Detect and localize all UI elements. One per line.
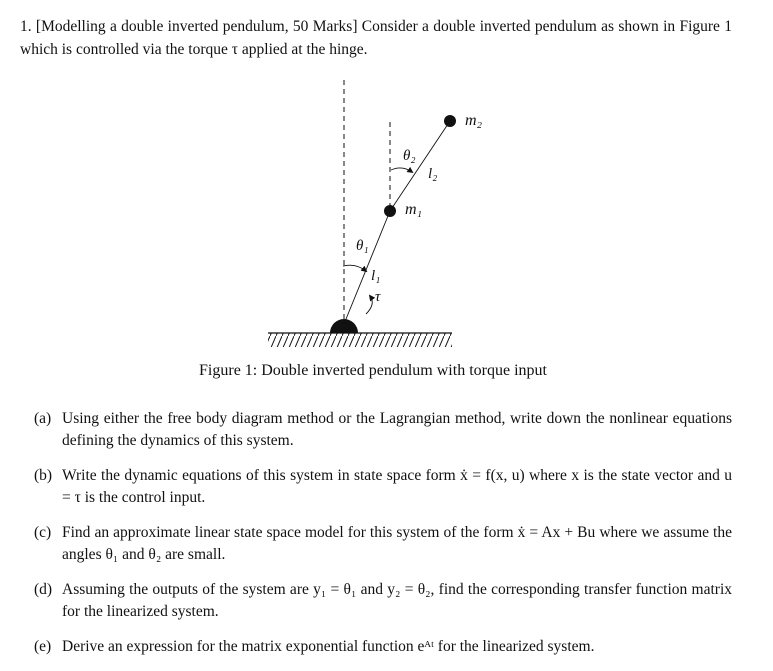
link-2 [390, 121, 450, 211]
question-text: Assuming the outputs of the system are y₁ = θ₁ and y₂ = θ₂, find the corresponding transfer function matrix for the linearized system. [62, 581, 732, 620]
label-l2: l₂ [428, 166, 438, 182]
label-m1: m₁ [405, 201, 423, 218]
question-text: Using either the free body diagram method or the Lagrangian method, write down the nonlinear equations defining the dynamics of this system. [62, 410, 732, 449]
question-text: Find an approximate linear state space model for this system of the form ẋ = Ax + Bu where we assume the angles θ₁ and θ₂ are small. [62, 524, 732, 563]
ground-hatching [268, 333, 452, 347]
question-b [20, 465, 732, 509]
problem-statement: 1. [Modelling a double inverted pendulum, 50 Marks] Consider a double inverted pendulum as shown in Figure 1 which is controlled via the torque τ applied at the hinge. [20, 18, 732, 58]
label-tau: τ [375, 289, 381, 305]
mass-1 [384, 205, 396, 217]
figure-caption: Figure 1: Double inverted pendulum with torque input [199, 362, 547, 379]
question-e [20, 636, 732, 658]
question-label: (a) [34, 410, 52, 427]
link-1 [344, 211, 390, 324]
label-m2: m₂ [465, 112, 483, 129]
label-theta2: θ₂ [403, 148, 416, 164]
question-c [20, 522, 732, 566]
question-d [20, 579, 732, 623]
question-list [20, 408, 732, 671]
theta2-angle-arc [391, 168, 412, 172]
question-label: (e) [34, 638, 52, 655]
label-l1: l₁ [371, 268, 381, 284]
label-theta1: θ₁ [356, 238, 369, 254]
question-label: (b) [34, 467, 53, 484]
torque-arrow [366, 296, 372, 314]
hinge [330, 319, 358, 333]
pendulum-diagram [0, 76, 773, 366]
question-label: (d) [34, 581, 53, 598]
mass-2 [444, 115, 456, 127]
theta1-angle-arc [343, 265, 366, 271]
question-a [20, 408, 732, 452]
question-label: (c) [34, 524, 52, 541]
question-text: Write the dynamic equations of this system in state space form ẋ = f(x, u) where x is the state vector and u = τ is the control input. [62, 467, 732, 506]
question-text: Derive an expression for the matrix exponential function eᴬᵗ for the linearized system. [62, 638, 595, 655]
